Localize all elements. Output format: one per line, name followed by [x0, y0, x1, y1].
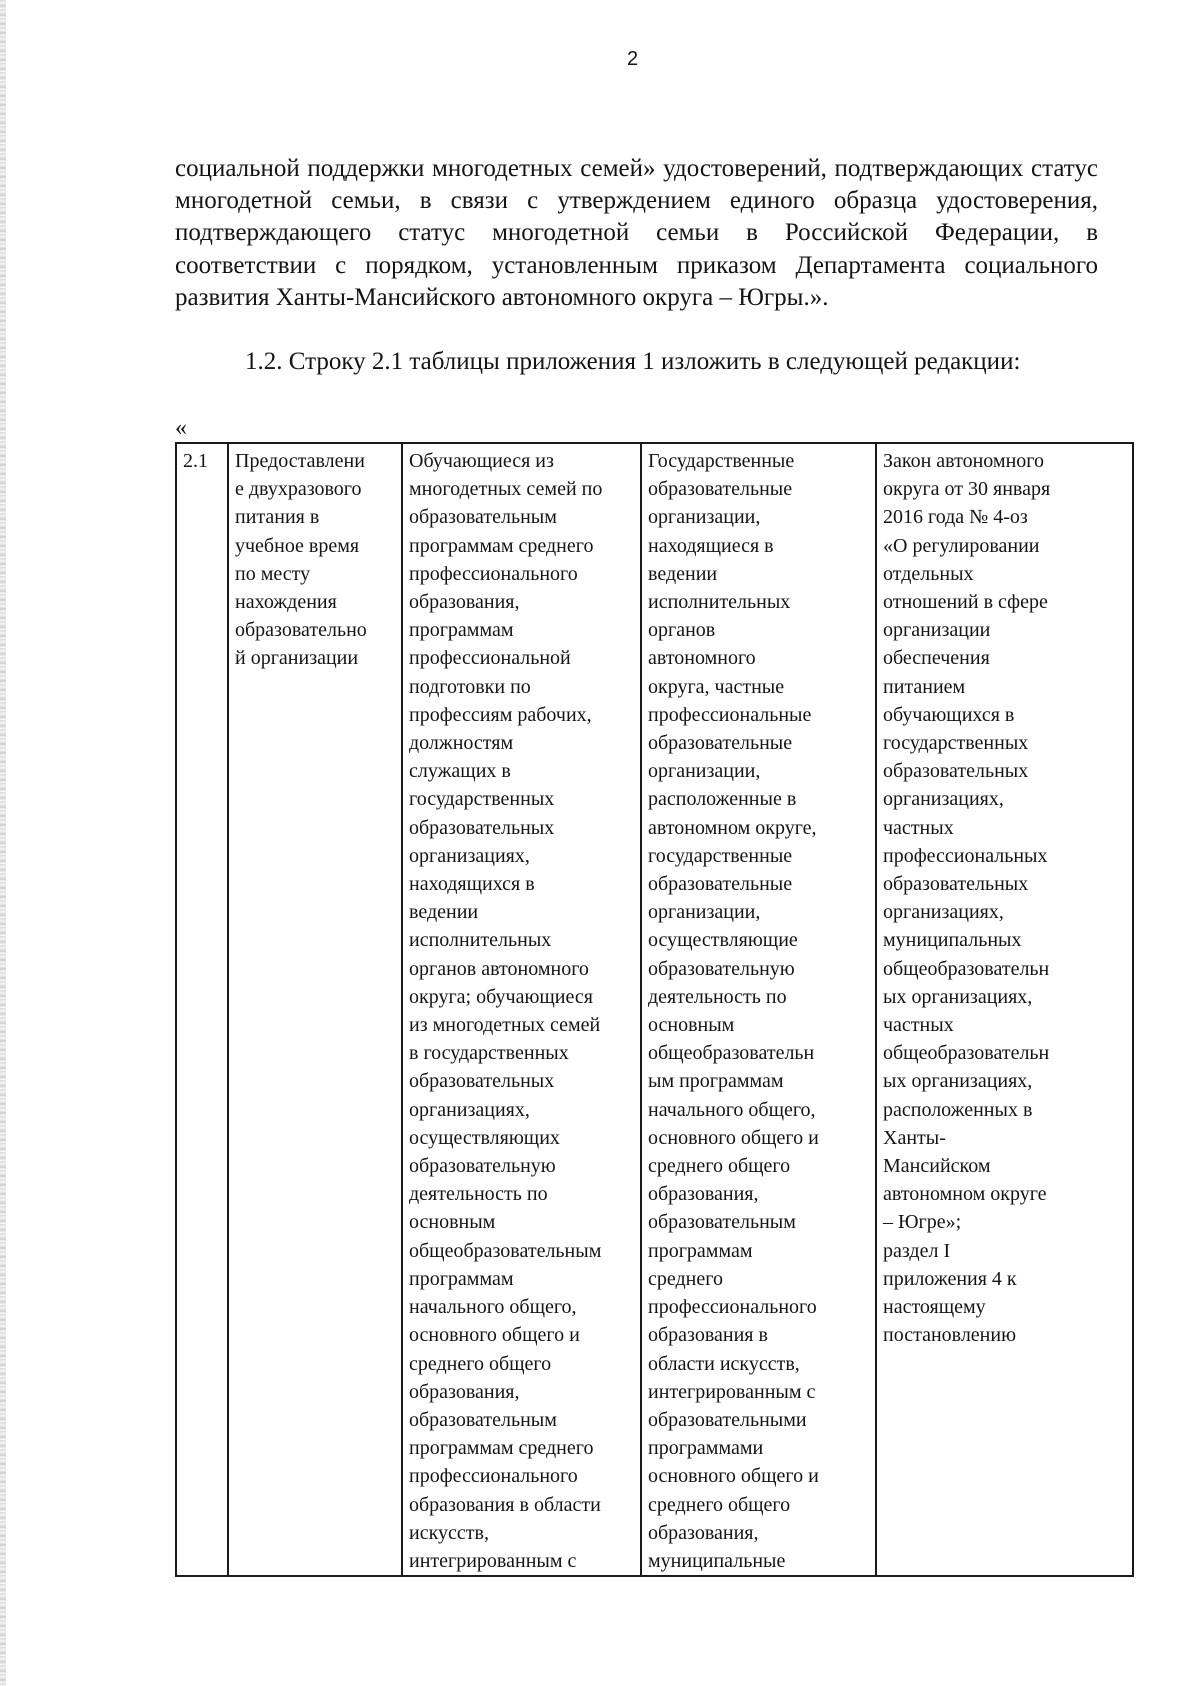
cell-line: профессиональные — [648, 703, 812, 726]
cell-line: осуществляющие — [648, 929, 798, 952]
cell-line: образовательную — [648, 957, 795, 980]
cell-line: осуществляющих — [409, 1126, 560, 1149]
cell-line: отдельных — [883, 562, 974, 585]
cell-line: программами — [648, 1437, 764, 1460]
cell-line: в государственных — [409, 1042, 569, 1065]
cell-line: обучающихся в — [883, 703, 1015, 726]
cell-line: государственных — [883, 732, 1029, 755]
intro-paragraph: социальной поддержки многодетных семей» удостоверений, подтверждающих статус многодетной семьи, в связи с утверждением единого образца удостоверения, подтверждающего статус многодетной семьи в Российской Федерации, в соответствии с порядком, установленным приказом Департамента социального развития Ханты-Мансийского автономного округа – Югры.». — [175, 155, 1098, 311]
cell-line: общеобразовательн — [883, 957, 1050, 980]
cell-line: деятельность по — [648, 985, 787, 1008]
cell-line: начального общего, — [409, 1296, 577, 1319]
cell-line: образования, — [648, 1183, 759, 1206]
cell-line: исполнительных — [409, 929, 552, 952]
cell-line: профессиональной — [409, 647, 571, 670]
cell-line: ых организациях, — [883, 985, 1033, 1008]
cell-line: профессиональных — [883, 844, 1048, 867]
cell-line: образовательных — [409, 816, 555, 839]
cell-line: постановлению — [883, 1324, 1017, 1347]
cell-line: начального общего, — [648, 1098, 816, 1121]
page-number: 2 — [626, 48, 639, 70]
cell-line: 2016 года № 4-оз — [883, 506, 1028, 529]
cell-line: основным — [648, 1014, 735, 1037]
cell-line: округа; обучающиеся — [409, 985, 593, 1008]
cell-line: организации, — [648, 506, 761, 529]
cell-line: должностям — [409, 732, 514, 755]
cell-line: организациях, — [883, 901, 1004, 924]
cell-line: ведении — [409, 901, 479, 924]
cell-line: подготовки по — [409, 675, 531, 698]
cell-line: организациях, — [883, 788, 1004, 811]
cell-line: Ханты- — [883, 1126, 946, 1149]
cell-line: округа, частные — [648, 675, 785, 698]
cell-line: Предоставлени — [235, 450, 365, 472]
cell-line: органов — [648, 619, 716, 642]
cell-line: нахождения — [235, 591, 337, 614]
cell-line: среднего общего — [648, 1155, 791, 1178]
cell-line: по месту — [235, 562, 311, 585]
cell-line: Закон автономного — [883, 450, 1044, 472]
cell-line: Обучающиеся из — [409, 450, 554, 472]
cell-line: образовательные — [648, 873, 793, 896]
row-number-cell — [176, 443, 228, 1576]
cell-line: расположенных в — [883, 1098, 1033, 1121]
cell-line: организациях, — [409, 844, 530, 867]
cell-line: общеобразовательным — [409, 1239, 602, 1262]
cell-line: образовательно — [235, 619, 367, 642]
cell-line: автономном округе — [883, 1183, 1047, 1206]
cell-line: ых организациях, — [883, 1070, 1033, 1093]
cell-line: образовательным — [409, 506, 557, 529]
cell-line: служащих в — [409, 760, 511, 783]
cell-line: Мансийском — [883, 1155, 991, 1178]
cell-line: образовательные — [648, 732, 793, 755]
cell-line: программам — [409, 1267, 514, 1290]
row-number: 2.1 — [183, 450, 208, 472]
cell-line: «О регулировании — [883, 534, 1040, 557]
cell-line: государственных — [409, 788, 555, 811]
cell-line: питанием — [883, 675, 966, 698]
cell-line: основного общего и — [648, 1126, 819, 1149]
cell-line: учебное время — [235, 534, 360, 557]
cell-line: из многодетных семей — [409, 1014, 601, 1037]
cell-line: общеобразовательн — [648, 1042, 815, 1065]
cell-line: образовательными — [648, 1408, 807, 1431]
cell-line: образования, — [409, 1380, 520, 1403]
cell-line: программам — [409, 619, 514, 642]
cell-line: й организации — [235, 647, 359, 670]
service-cell — [228, 443, 402, 1576]
cell-line: органов автономного — [409, 957, 589, 980]
cell-line: образования, — [648, 1521, 759, 1544]
item-paragraph: 1.2. Строку 2.1 таблицы приложения 1 изложить в следующей редакции: — [245, 348, 1021, 375]
cell-line: деятельность по — [409, 1183, 548, 1206]
opening-quote: « — [175, 415, 187, 441]
cell-line: организации, — [648, 760, 761, 783]
scan-edge — [0, 0, 6, 1686]
cell-line: организациях, — [409, 1098, 530, 1121]
cell-line: ым программам — [648, 1070, 784, 1093]
table-row — [176, 443, 1133, 1576]
cell-line: частных — [883, 816, 954, 839]
cell-line: ведении — [648, 562, 718, 585]
cell-line: образовательным — [648, 1211, 796, 1234]
cell-line: исполнительных — [648, 591, 791, 614]
cell-line: среднего — [648, 1267, 723, 1290]
cell-line: Государственные — [648, 450, 795, 472]
cell-line: образовательных — [883, 760, 1029, 783]
cell-line: образовательные — [648, 478, 793, 501]
cell-line: округа от 30 января — [883, 478, 1051, 501]
cell-line: программам — [648, 1239, 753, 1262]
cell-line: многодетных семей по — [409, 478, 603, 501]
cell-line: среднего общего — [409, 1352, 552, 1375]
cell-line: отношений в сфере — [883, 591, 1048, 614]
cell-line: основным — [409, 1211, 496, 1234]
cell-line: автономного — [648, 647, 756, 670]
cell-line: программам среднего — [409, 1437, 594, 1460]
cell-line: основного общего и — [409, 1324, 580, 1347]
cell-line: раздел I — [883, 1239, 951, 1262]
cell-line: организации — [883, 619, 991, 642]
cell-line: профессионального — [409, 1465, 578, 1488]
cell-line: муниципальные — [648, 1549, 786, 1572]
cell-line: автономном округе, — [648, 816, 817, 839]
cell-line: образовательных — [409, 1070, 555, 1093]
cell-line: искусств, — [409, 1521, 489, 1544]
cell-line: – Югре»; — [883, 1211, 962, 1234]
legal-basis-cell — [876, 443, 1133, 1576]
cell-line: профессионального — [648, 1296, 817, 1319]
cell-line: профессионального — [409, 562, 578, 585]
cell-line: образовательным — [409, 1408, 557, 1431]
cell-line: общеобразовательн — [883, 1042, 1050, 1065]
cell-line: настоящему — [883, 1296, 986, 1319]
cell-line: государственные — [648, 844, 793, 867]
cell-line: обеспечения — [883, 647, 990, 670]
cell-line: образовательных — [883, 873, 1029, 896]
cell-line: приложения 4 к — [883, 1267, 1017, 1290]
cell-line: среднего общего — [648, 1493, 791, 1516]
cell-line: е двухразового — [235, 478, 362, 501]
cell-line: образования в области — [409, 1493, 601, 1516]
organizations-cell — [641, 443, 876, 1576]
cell-line: основного общего и — [648, 1465, 819, 1488]
table-row-2-1 — [175, 442, 1134, 1577]
cell-line: образовательную — [409, 1155, 556, 1178]
cell-line: интегрированным с — [409, 1549, 577, 1572]
cell-line: области искусств, — [648, 1352, 800, 1375]
cell-line: образования в — [648, 1324, 768, 1347]
cell-line: организации, — [648, 901, 761, 924]
cell-line: находящихся в — [409, 873, 535, 896]
cell-line: находящиеся в — [648, 534, 774, 557]
cell-line: питания в — [235, 506, 320, 529]
cell-line: образования, — [409, 591, 520, 614]
recipients-cell — [402, 443, 641, 1576]
cell-line: муниципальных — [883, 929, 1022, 952]
cell-line: профессиям рабочих, — [409, 703, 592, 726]
cell-line: интегрированным с — [648, 1380, 816, 1403]
cell-line: частных — [883, 1014, 954, 1037]
cell-line: программам среднего — [409, 534, 594, 557]
cell-line: расположенные в — [648, 788, 797, 811]
